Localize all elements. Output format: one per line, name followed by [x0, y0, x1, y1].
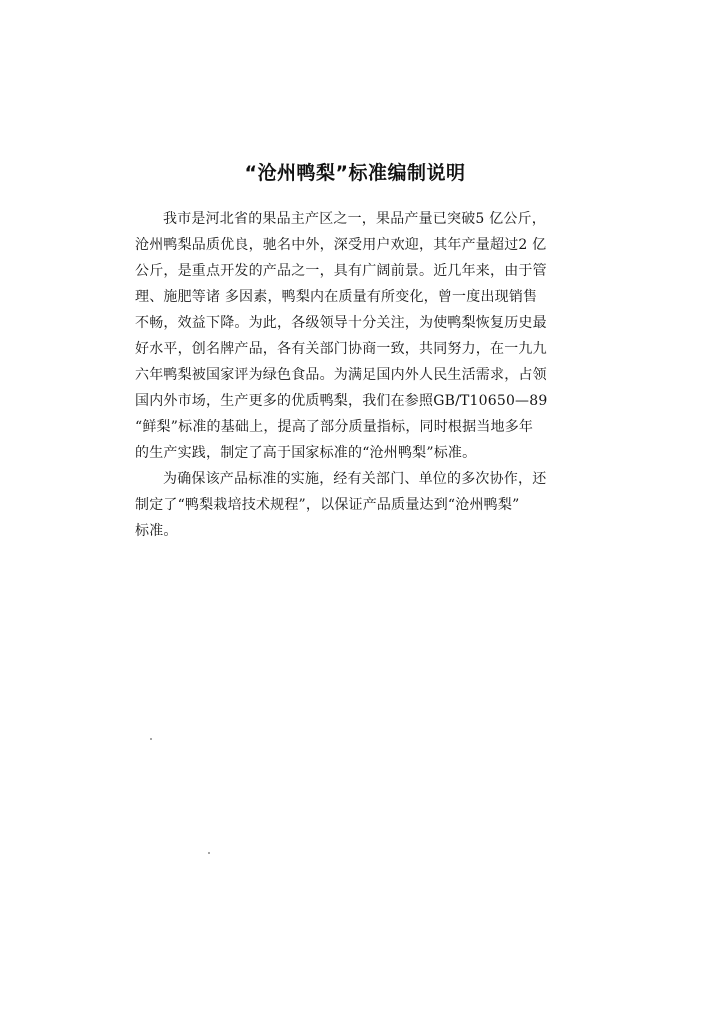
paragraph-line: 公斤，是重点开发的产品之一，具有广阔前景。近几年来，由于管	[135, 263, 547, 279]
scan-speck	[150, 738, 152, 740]
paragraph-line: 六年鸭梨被国家评为绿色食品。为满足国内外人民生活需求，占领	[135, 367, 547, 383]
document-title: “沧州鸭梨”标准编制说明	[244, 162, 466, 184]
paragraph-line: 好水平，创名牌产品，各有关部门协商一致，共同努力，在一九九	[135, 341, 547, 357]
paragraph-line: 我市是河北省的果品主产区之一，果品产量已突破5 亿公斤，	[163, 211, 546, 227]
paragraph-line: 标准。	[135, 523, 178, 539]
scan-speck	[208, 852, 210, 854]
paragraph-line: “鲜梨”标准的基础上，提高了部分质量指标，同时根据当地多年	[135, 419, 534, 435]
paragraph-line: 为确保该产品标准的实施，经有关部门、单位的多次协作，还	[163, 471, 547, 487]
document-body	[135, 206, 605, 544]
paragraph-line: 理、施肥等诸 多因素，鸭梨内在质量有所变化，曾一度出现销售	[135, 289, 538, 305]
paragraph-line: 国内外市场，生产更多的优质鸭梨，我们在参照GB/T10650—89	[135, 393, 548, 409]
paragraph-line: 的生产实践，制定了高于国家标准的“沧州鸭梨”标准。	[135, 445, 477, 461]
paragraph-line: 不畅，效益下降。为此，各级领导十分关注，为使鸭梨恢复历史最	[135, 315, 547, 331]
paragraph-line: 制定了“鸭梨栽培技术规程”，以保证产品质量达到“沧州鸭梨”	[135, 497, 520, 513]
paragraph-line: 沧州鸭梨品质优良，驰名中外，深受用户欢迎，其年产量超过2 亿	[135, 237, 547, 253]
